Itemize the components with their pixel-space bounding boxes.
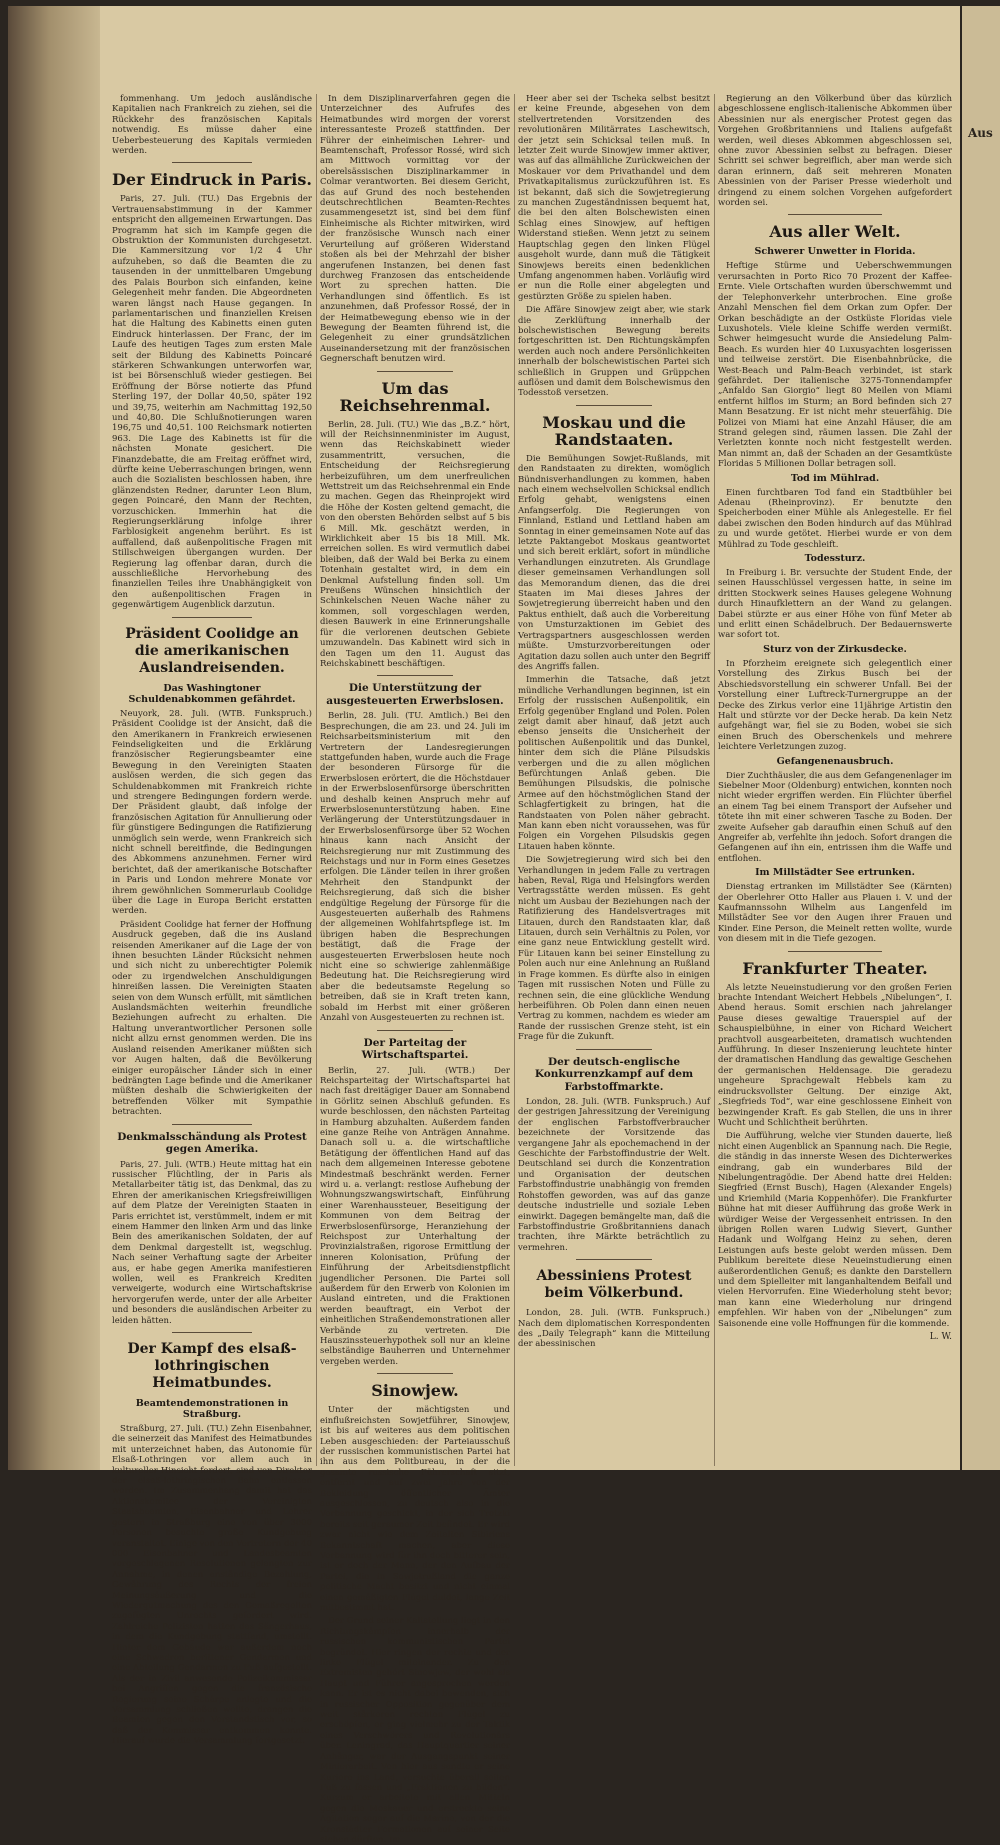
paragraph: Die Aufführung, welche vier Stunden dauerte, ließ nicht einen Augenblick an Spannung nach. Die Regie, die ständig in das innerste Wesen des Dichterwerkes eindrang, gab ein wunderbares Bild der Nibelungentragödie. Der Abend hatte drei Helden: Siegfried (Ernst Busch), Hagen (Alexander Engels) und Kriemhild (Maria Koppenhöfer). Die Frankfurter Bühne hat mit dieser Aufführung das große Werk in würdiger Weise der Vergessenheit entrissen. In den übrigen Rollen waren Ludwig Sievert, Gunther Hadank und Wolfgang Heinz zu sehen, deren Leistungen aufs beste gelobt werden müssen. Dem Publikum bereitete diese Neueinstudierung einen außerordentlichen Genuß; es dankte den Darstellern und dem Spielleiter mit langanhaltendem Beifall und vielen Hervorrufen. Eine Wiederholung steht bevor; man kann eine Wiederholung nur dringend empfehlen. Wir haben von der „Nibelungen“ zum Saisonende eine volle Hoffnungen für die kommende. (718, 1131, 952, 1329)
headline-aus-aller-welt: Aus aller Welt. (769, 222, 901, 242)
paragraph: Paris, 27. Juli. (WTB.) Heute mittag hat ein russischer Flüchtling, der in Paris als Metallarbeiter tätig ist, das Denkmal, das zu Ehren der amerikanischen Kriegsfreiwilligen auf dem Platze der Vereinigten Staaten in Paris errichtet ist, verstümmelt, indem er mit einem Hammer den linken Arm und das linke Bein des amerikanischen Soldaten, der auf dem Denkmal dargestellt ist, wegschlug. Nach seiner Verhaftung sagte der Arbeiter aus, er habe gegen Amerika manifestieren wollen, weil es Frankreich Krediten verweigerte, wodurch eine Wirtschaftskrise hervorgerufen werde, unter der alle Arbeiter und besonders die ausländischen Arbeiter zu leiden hätten. (112, 1159, 312, 1326)
divider (788, 951, 882, 952)
divider (377, 1030, 453, 1031)
divider (377, 675, 453, 676)
author-signature: L. W. (929, 1332, 952, 1343)
paragraph: London, 28. Juli. (WTB. Funkspruch.) Auf der gestrigen Jahressitzung der Vereinigung der englischen Farbstoffverbraucher bezeichnete der Vorsitzende das vergangene Jahr als epochemachend in der Geschichte der Farbstoffindustrie der Welt. Deutschland sei durch die Konzentration und Organisation der deutschen Farbstoffindustrie unabhängig von fremden Rohstoffen geworden, was auf das ganze deutsche industrielle und soziale Leben einwirkt. Dagegen bemängelte man, daß die Farbstoffindustrie Großbritanniens danach trachten, ihre Märkte beträchtlich zu vermehren. (518, 1097, 710, 1253)
column-rule (714, 94, 715, 1466)
subheadline: Beamtendemonstrationen in Straßburg. (135, 1398, 289, 1421)
paragraph: Regierung an den Völkerbund über das kürzlich abgeschlossene englisch-italienische Abkommen über Abessinien nur als energischer Protest gegen das Vorgehen Großbritanniens und Italiens aufgefaßt werden, weil dieses Abkommen abgeschlossen sei, ohne zuvor Abessinien selbst zu befragen. Dieser Schritt sei schwer begreiflich, aber man werde sich daran erinnern, daß seit mehreren Monaten Abessinien von der Pariser Presse wiederholt und dringend zu einem solchen Vorgehen aufgefordert worden sei. (718, 94, 952, 209)
column-4 (718, 94, 952, 1466)
column-2 (320, 94, 510, 1845)
paragraph: Dier Zuchthäusler, die aus dem Gefangenenlager im Siebelner Moor (Oldenburg) entwichen, konnten noch nicht wieder ergriffen werden. Ein Flüchter überfiel an einem Tag bei einem Transport der Aufseher und tötete ihn mit einer schweren Tasche zu Boden. Der zweite Aufseher gab daraufhin einen Schuß auf den Angreifer ab, verfehlte ihn jedoch. Sofort drangen die Gefangenen auf ihn ein, entrissen ihm die Waffe und entflohen. (718, 770, 952, 864)
paragraph: Straßburg, 27. Juli. (TU.) Zehn Eisenbahner, die seinerzeit das Manifest des Heimatbundes mit unterzeichnet haben, das Autonomie für Elsaß-Lothringen vor allem auch in kultureller Hinsicht fordert, sind von Direktor der elsaß-lothringischen Bahn entlassen worden. Im Zusammenhang damit hat das Aktionskomitee der Vereinigten Staatsbeamten, Eisenbahner und Lehrer gestern in Straßburg eine von über 3000 Personen besuchte große Kundgebung veranstaltet. Einige von den Vertretern der 40 000 Eisenbahner und Landesbeamten vorgeschlagenen Resolutionen gelangten zur Annahme, in denen anständige Bezahlung, Gewährung des Rechts der freien Meinungsäußerung und die Wiedergutmachung des den Gemaßregelten zugefügten Unrechts gefordert wird. Zahlreiche Polizisten hatten das Sängerhaus, in dem die Kundgebung stattfand, umstellt. Hinter dem Gebäude war außerdem noch eine Schwadron berittener Gendarmen und eine Abteilung Gendarmen zu Fuß aufgestellt. Als der in Zivil anwesende Polizeikommissar bei Angriffen gegen die französische Regierung seine Schärpe anlegte und die Versammlung schließen wollte, drangen die Beamten gegen den Vorstandstisch vor, so daß der Kommissar entkommen konnte. Hierauf wurde die Versammlung fortgesetzt. (112, 1424, 312, 1747)
subheadline: Das Washingtoner Schuldenabkommen gefährdet. (128, 682, 296, 705)
adjacent-page-edge (962, 6, 1000, 1470)
adjacent-page-fragment: Aus (968, 126, 993, 140)
divider (576, 1259, 653, 1260)
subheadline: Schwerer Unwetter in Florida. (754, 246, 916, 258)
paragraph: Berlin, 27. Juli. (WTB.) Der Reichsparteitag der Wirtschaftspartei hat nach fast dreitägiger Dauer am Sonnabend in Görlitz seinen Abschluß gefunden. Es wurde beschlossen, den nächsten Parteitag in Hamburg abzuhalten. Außerdem fanden eine ganze Reihe von Anträgen Annahme. Danach soll u. a. die wirtschaftliche Betätigung der öffentlichen Hand auf das nach dem allgemeinen Interesse gebotene Mindestmaß beschränkt werden. Ferner wird u. a. verlangt: restlose Aufhebung der Wohnungszwangswirtschaft, Einführung einer Warenhaussteuer, Beseitigung der Kommunen von dem Beitrag der Erwerbslosenfürsorge, Heranziehung der Reichspost zur Unterhaltung der Provinzialstraßen, rigorose Ermittlung der inneren Kolonisation, Prüfung der Einführung der Arbeitsdienstpflicht jugendlicher Personen. Die Partei soll außerdem für den Erwerb von Kolonien im Ausland eintreten, und die Fraktionen werden beauftragt, ein Verbot der einheitlichen Straßendemonstrationen aller Verbände zu vertreten. Die Hauszinssteuerhypothek soll nur an kleine selbständige Bauherren und Unternehmer vergeben werden. (320, 1065, 510, 1367)
headline-theater: Frankfurter Theater. (742, 958, 928, 978)
paragraph: London, 28. Juli. (WTB. Funkspruch.) Nach dem diplomatischen Korrespondenten des „Daily Telegraph“ kann die Mitteilung der abessinischen (518, 1308, 710, 1350)
paragraph: Paris, 27. Juli. (TU.) Das Ergebnis der Vertrauensabstimmung in der Kammer entspricht den allgemeinen Erwartungen. Das Programm hat sich im Kampfe gegen die Obstruktion der Kommunisten durchgesetzt. Die Kammersitzung vor 1/2 4 Uhr aufzuheben, so daß die Beamten die zu tausenden in der unmittelbaren Umgebung des Palais Bourbon sich einfanden, keine Gelegenheit mehr fanden. Die Abgeordneten waren längst nach Hause gegangen. In parlamentarischen und finanziellen Kreisen hat die Haltung des Kabinetts einen guten Eindruck hinterlassen. Der Franc, der im Laufe des heutigen Tages zum ersten Male seit der Bildung des Kabinetts Poincaré stärkeren Schwankungen unterworfen war, ist bei Börsenschluß wieder gestiegen. Bei Eröffnung der Börse notierte das Pfund Sterling 197, der Dollar 40,50, später 192 und 39,75, weiterhin am Nachmittag 192,50 und 40,80. Die Schlußnotierungen waren 196,75 und 40,51. 100 Reichsmark notierten 963. Die Lage des Kabinetts ist für die nächsten Monate gesichert. Die Finanzdebatte, die am Freitag eröffnet wird, dürfte keine Ueberraschungen bringen, wenn auch die Sozialisten beschlossen haben, ihre glänzendsten Redner, darunter Leon Blum, gegen Poincaré, den Mann der Rechten, vorzuschicken. Immerhin hat die Regierungserklärung infolge ihrer Farblosigkeit angenehm berührt. Es ist auffallend, daß außenpolitische Fragen mit Stillschweigen übergangen wurden. Der Regierung lag offenbar daran, durch die ausschließliche Hervorhebung des finanziellen Teiles ihre Unabhängigkeit von den außenpolitischen Fragen in gegenwärtigem Augenblick darzutun. (112, 194, 312, 611)
paragraph: fommenhang. Um jedoch ausländische Kapitalien nach Frankreich zu ziehen, sei die Rückkehr des französischen Kapitals notwendig. Es müsse daher eine Ueberbesteuerung des Kapitals vermieden werden. (112, 94, 312, 157)
subheadline: Im Millstädter See ertrunken. (755, 867, 915, 879)
paragraph: In dem Disziplinarverfahren gegen die Unterzeichner des Aufrufes des Heimatbundes wird morgen der vorerst interessanteste Prozeß stattfinden. Der Führer der einheimischen Lehrer- und Beamtenschaft, Professor Rossé, wird sich am Mittwoch vormittag vor der oberelsässischen Disziplinarkammer in Colmar verantworten. Bei diesem Gericht, das auf Grund des noch bestehenden deutschrechtlichen Beamten-Rechtes zusammengesetzt ist, sind bei dem fünf Einheimische als Richter mitwirken, wird der französische Wunsch nach einer Verurteilung auf größeren Widerstand stoßen als bei der Mehrzahl der bisher angerufenen Instanzen, bei denen fast durchweg Franzosen das entscheidende Wort zu sprechen hatten. Die Verhandlungen sind öffentlich. Es ist anzunehmen, daß Professor Rossé, der in der Heimatbewegung ebenso wie in der Bewegung der Beamten führend ist, die Gelegenheit zu einer grundsätzlichen Auseinandersetzung mit der französischen Gegnerschaft benutzen wird. (320, 94, 510, 365)
subheadline: Gefangenenausbruch. (776, 755, 894, 767)
paragraph: Die Affäre Sinowjew zeigt aber, wie stark die Zerklüftung innerhalb der bolschewistischen Bewegung bereits fortgeschritten ist. Den Richtungskämpfen werden auch noch andere Persönlichkeiten innerhalb der bolschewistischen Partei sich schließlich in Gruppen und Grüppchen auflösen und damit dem Bolschewismus den Todesstoß versetzen. (518, 305, 710, 399)
paragraph: Präsident Coolidge hat ferner der Hoffnung Ausdruck gegeben, daß die ins Ausland reisenden Amerikaner auf die Lage der von ihnen besuchten Länder Rücksicht nehmen und sich nicht zu unberechtigter Polemik oder zu irgendwelchen Anschuldigungen hinreißen lassen. Die Vereinigten Staaten seien von dem Wunsch erfüllt, mit sämtlichen Auslandsmächten weiterhin freundliche Beziehungen aufrecht zu erhalten. Die Haltung unverantwortlicher Personen solle nicht allzu ernst genommen werden. Die ins Ausland reisenden Amerikaner müßten sich vor Augen halten, daß die Bevölkerung einiger europäischer Länder sich in einer bedrängten Lage befinde und die Amerikaner müßten deshalb die Schwierigkeiten der betreffenden Völker mit Sympathie betrachten. (112, 919, 312, 1118)
paragraph: Als letzte Neueinstudierung vor den großen Ferien brachte Intendant Weichert Hebbels „Nibelungen“, I. Abend heraus. Somit erschien nach jahrelanger Pause dieses gewaltige Trauerspiel auf der Schauspielbühne, in einer von Richard Weichert prachtvoll ausgearbeiteten, dramatisch wuchtenden Aufführung. In dieser Inszenierung leuchtete hinter der dramatischen Handlung das gewaltige Geschehen der germanischen Heldensage. Die geradezu ungeheure Sprachgewalt Hebbels kam zu eindrucksvollster Geltung. Der einzige Akt, „Siegfrieds Tod“, war eine geschlossene Einheit von bezwingender Kraft. Es gab Stellen, die uns in ihrer Wucht und Schlichtheit berührten. (718, 982, 952, 1128)
paragraph: Der Grund seiner Kaltstellung liegt in den Richtungskämpfen innerhalb der russischen kommunistischen Partei begründet. Hier ringen der rechte und der linke Flügel miteinander. Zu den Extremisten gehört Sinowjew, der wohl als Haupt und Führer angesprochen werden kann. Er ist es nicht dabei bewenden, sich in russischer Opposition gegenüber dem weit stärkeren rechten Flügel zu erschöpfen, er ging vielmehr zu der Taktik eines Verschwörers und Revolutionärs über. Leningrad, das Hauptquartier seiner Anhänger, war der Ausgangspunkt seiner Minierarbeit. Von hier aus sandte er seine Kuriere ins Land, versuchte überall seiten Fuß zu fassen und „Fraktionen zu bilden“. Kurzum er arbeitete mit allen Mitteln gegen die Moskauer und erstreckte seine Agitation sogar auf die Marine, von der die Kronstädter Formationen auf seiner Seite stehen dürften. Im (320, 1616, 510, 1845)
headline-farbstoff: Der deutsch-englische Konkurrenzkampf auf dem Farbstoffmarkte. (534, 1055, 694, 1093)
newspaper-page (8, 6, 960, 1845)
paragraph: Berlin, 28. Juli. (TU. Amtlich.) Bei den Besprechungen, die am 23. und 24. Juli im Reichsarbeitsministerium mit den Vertretern der Landesregierungen stattgefunden haben, wurde auch die Frage der besonderen Fürsorge für die Erwerbslosen erörtert, die die Höchstdauer in der Erwerbslosenfürsorge überschritten und deshalb keinen Anspruch mehr auf Erwerbslosenunterstützung haben. Eine Verlängerung der Unterstützungsdauer in der Erwerbslosenfürsorge über 52 Wochen hinaus kann nach Ansicht der Reichsregierung nur mit Zustimmung des Reichstags und nur in Form eines Gesetzes erfolgen. Die Länder teilen in ihrer großen Mehrheit den Standpunkt der Reichsregierung, daß sich die bisher endgültige Regelung der Fürsorge für die Ausgesteuerten außerhalb des Rahmens der allgemeinen Wohlfahrtspflege ist. Im übrigen haben die Besprechungen bestätigt, daß die Frage der ausgesteuerten Erwerbslosen heute noch nicht eine so schwierige zahlenmäßige Bedeutung hat. Die Reichsregierung wird aber die bedeutsamste Regelung so betreiben, daß sie in Kraft treten kann, sobald im Herbst mit einer größeren Anzahl von Ausgesteuerten zu rechnen ist. (320, 711, 510, 1024)
headline-denkmal: Denkmalsschändung als Protest gegen Amerika. (117, 1130, 307, 1156)
subheadline: Tod im Mühlrad. (790, 472, 880, 484)
divider (377, 371, 453, 372)
book-binding (8, 6, 100, 1470)
divider (377, 1373, 453, 1374)
paragraph: Dienstag ertranken im Millstädter See (Kärnten) der Oberlehrer Otto Haller aus Plauen i. V. und der Kaufmannssohn Wilhelm aus Langenfeld im Millstädter See vor den Augen ihrer Frauen und Kinder. Eine Person, die Meinelt retten wollte, wurde von diesem mit in die Tiefe gezogen. (718, 882, 952, 945)
headline-wirtschaftspartei: Der Parteitag der Wirtschaftspartei. (361, 1036, 469, 1061)
paragraph: Heer aber sei der Tscheka selbst besitzt er keine Freunde, abgesehen von dem stellvertretenden Vorsitzenden des revolutionären Militärrates Laschewitsch, der jetzt sein Schicksal teilen muß. In letzter Zeit wurde Sinowjew immer aktiver, was auf das allmähliche Zurückweichen der Moskauer vor dem Privathandel und dem Privatkapitalismus zurückzuführen ist. Es ist bekannt, daß sich die Sowjetregierung zu manchen Zugeständnissen bequemt hat, die bei den alten Bolschewisten einen Schlag eines Sinowjew, auf heftigen Widerstand stießen. Wenn jetzt zu seinem Hauptschlag gegen den linken Flügel ausgeholt wurde, dann muß die Tätigkeit Sinowjews bereits einen bedenklichen Umfang angenommen haben. Vorläufig wird er nun die Rolle einer abgelegten und gestürzten Größe zu spielen haben. (518, 94, 710, 302)
divider (576, 1049, 653, 1050)
column-3 (518, 94, 710, 1466)
paragraph: Einen furchtbaren Tod fand ein Stadtbühler bei Adenau (Rheinprovinz). Er benutzte den Speicherboden einer Mühle als Anlegestelle. Er fiel dabei zwischen den Boden hindurch auf das Mühlrad zu und wurde getötet. Hierbei wurde er von dem Mühlrad zu Tode geschleift. (718, 487, 952, 550)
headline-paris: Der Eindruck in Paris. (112, 170, 312, 190)
paragraph: Immerhin die Tatsache, daß jetzt mündliche Verhandlungen beginnen, ist ein Erfolg der russischen Außenpolitik, ein Erfolg gegenüber England und Polen. Polen zeigt damit aber hinauf, daß jetzt auch ebenso jenseits die Unsicherheit der politischen Außenpolitik und das Dunkel, hinter dem sich die Pläne Pilsudskis verbergen und die zu allen möglichen Befürchtungen Anlaß geben. Die Bemühungen Pilsudskis, die polnische Armee auf den höchstmöglichen Stand der Schlagfertigkeit zu bringen, hat die Randstaaten von Polen näher gebracht. Man kann eben nicht voraussehen, was für Folgen ein Vorgehen Pilsudskis gegen Litauen haben könnte. (518, 675, 710, 852)
headline-coolidge: Präsident Coolidge an die amerikanischen Auslandreisenden. (125, 625, 299, 676)
headline-randstaaten: Moskau und die Randstaaten. (542, 412, 686, 449)
headline-sinowjew: Sinowjew. (371, 1381, 459, 1401)
paragraph: Berlin, 28. Juli. (TU.) Wie das „B.Z.“ hört, will der Reichsinnenminister im August, wenn das Reichskabinett wieder zusammentritt, versuchen, die Entscheidung der Reichsregierung herbeizuführen, um dem unerfreulichen Wettstreit um das Reichsehrenmal ein Ende zu machen. Gegen das Rheinprojekt wird die Höhe der Kosten geltend gemacht, die von den obersten Behörden selbst auf 5 bis 6 Mill. Mk. geschätzt werden, in Wirklichkeit aber 15 bis 18 Mill. Mk. erreichen sollen. Es wird vermutlich dabei bleiben, daß der Wald bei Berka zu einem Totenhain gestaltet wird, in dem ein Denkmal Aufstellung finden soll. Um Preußens Wünschen hinsichtlich der Schinkelschen Neuen Wache näher zu kommen, soll vorgeschlagen werden, diesen Bauwerk in eine Erinnerungshalle für die verlorenen deutschen Gebiete umzuwandeln. Das Kabinett wird sich in den Tagen um den 11. August das Reichskabinett beschäftigen. (320, 419, 510, 669)
column-rule (514, 94, 515, 1466)
paragraph: Neuyork, 28. Juli. (WTB. Funkspruch.) Präsident Coolidge ist der Ansicht, daß die den Amerikanern in Frankreich erwiesenen Feindseligkeiten und die Erklärung französischer Regierungsbeamter eine Bewegung in den Vereinigten Staaten auslösen werden, die sich gegen das Schuldenabkommen mit Frankreich richte und strengere Bedingungen fordern werde. Der Präsident glaubt, daß infolge der französischen Agitation für Annullierung oder für günstigere Bedingungen die Ratifizierung unmöglich sein werde, wenn Frankreich sich nicht schnell bereitfinde, die Bedingungen des Abkommens anzunehmen. Ferner wird berichtet, daß der amerikanische Botschafter in Paris und London mehrere Monate vor ihrem gewöhnlichen Sommerurlaub Coolidge über die Lage in Europa Bericht erstatten werden. (112, 708, 312, 917)
column-rule (316, 94, 317, 1466)
paragraph: Die Sowjetregierung wird sich bei den Verhandlungen in jedem Falle zu vertragen haben, Reval, Riga und Helsingfors werden Vertragsstätte werden müssen. Es geht nicht um Ausbau der Beziehungen nach der Ratifizierung des Handelsvertrages mit Litauen, durch den Randstaaten klar, daß Litauen, durch sein Verhältnis zu Polen, vor eine ganz neue Entwicklung gestellt wird. Für Litauen kann bei seiner Einstellung zu Polen auch nur eine Anlehnung an Rußland in Frage kommen. Es dürfte also in einigen Tagen mit russischen Noten und Fülle zu rechnen sein, die eine glückliche Wendung herbeiführen. Ob Polen dann einen neuen Vertrag zu kommen, nachdem es wieder am Rande der russischen Grenze steht, ist ein Frage für die Zukunft. (518, 855, 710, 1043)
column-1 (112, 94, 312, 1747)
divider (576, 405, 653, 406)
headline-erwerbslose: Die Unterstützung der ausgesteuerten Erwerbslosen. (326, 682, 504, 707)
headline-abessinien: Abessiniens Protest beim Völkerbund. (536, 1268, 692, 1302)
divider (172, 1332, 252, 1333)
divider (172, 617, 252, 618)
headline-reichsehrenmal: Um das Reichsehrenmal. (339, 378, 491, 415)
paragraph: In Freiburg i. Br. versuchte der Student Ende, der seinen Hausschlüssel vergessen hatte, in seine im dritten Stockwerk seines Hauses gelegene Wohnung durch Hinaufklettern an der Wand zu gelangen. Dabei stürzte er aus einer Höhe von fünf Meter ab und erlitt einen Schädelbruch. Der Bedauernswerte war sofort tot. (718, 568, 952, 641)
headline-heimatbund: Der Kampf des elsaß-lothringischen Heimatbundes. (127, 1341, 297, 1392)
subheadline: Sturz von der Zirkusdecke. (763, 643, 907, 655)
paragraph: Heftige Stürme und Ueberschwemmungen verursachten in Porto Rico 70 Prozent der Kaffee-Ernte. Viele Ortschaften wurden überschwemmt und der Telephonverkehr unterbrochen. Eine große Anzahl Menschen fiel dem Orkan zum Opfer. Der Orkan beschädigte an der Ostküste Floridas viele Luxushotels. Viele kleine Schiffe werden vermißt. Schwer heimgesucht wurde die Ansiedelung Palm-Beach. Es wurden hier 40 Luxusyachten losgerissen und teilweise zerstört. Die Eisenbahnbrücke, die West-Beach und Palm-Beach verbindet, ist stark gefährdet. Der italienische 3275-Tonnendampfer „Anfaldo San Giorgio“ liegt 80 Meilen von Miami entfernt hilflos im Sturm; an Bord befinden sich 27 Mann Besatzung. Er ist nicht mehr steuerfähig. Die Polizei von Miami hat eine Anzahl Häuser, die am Strand gelegen sind, räumen lassen. Die Zahl der Verletzten konnte noch nicht festgestellt werden. Man nimmt an, daß der Schaden an der Gesamtküste Floridas 5 Millionen Dollar betragen soll. (718, 261, 952, 470)
divider (172, 1124, 252, 1125)
divider (788, 214, 882, 215)
paragraph: In Pforzheim ereignete sich gelegentlich einer Vorstellung des Zirkus Busch bei der Abschiedsvorstellung ein schwerer Unfall. Bei der Vorstellung einer Luftreck-Turnergruppe an der Decke des Zirkus verlor eine 11jährige Artistin den Halt und stürzte vor der Decke herab. Da kein Netz aufgehängt war, fiel sie zu Boden, wobei sie sich einen Bruch des Oberschenkels und mehrere leichtere Verletzungen zuzog. (718, 658, 952, 753)
divider (172, 162, 252, 163)
paragraph: Unter der mächtigsten und einflußreichsten Sowjetführer, Sinowjew, ist bis auf weiteres aus dem politischen Leben ausgeschieden: der Parteiausschuß der russischen kommunistischen Partei hat ihn aus dem Politbureau, in der die gesamte russische Führerschaft sitzt, entfernt und auf zwei Jahre von der Bekleidung öffentlicher Ämter ausgeschlossen, zu deutsch also in die Verbannung geschickt, in der sich Trotzki bereits seit geraumer Zeit befindet. Er wird zwar nicht wie dem Zeitalten Sibiriens Bekanntschaft machen, aber diese Verbannung wird für ihn doch bitterer sein, ist er doch der Mann, der den Aufbau der Partei, die in Sowjetrußland die ganze politische Macht besitzt und nicht einmal einen gemäßigten Flügel duldet, lange Zeit mitbestimmt hat. (320, 1405, 510, 1613)
subheadline: Todessturz. (804, 553, 866, 565)
paragraph: Die Bemühungen Sowjet-Rußlands, mit den Randstaaten zu direkten, womöglich Bündnisverhandlungen zu kommen, haben nach einem wechselvollen Schicksal endlich Erfolg gehabt, wenigstens einen Anfangserfolg. Die Regierungen von Finnland, Estland und Lettland haben am Sonntag in einer gemeinsamen Note auf das letzte Paktangebot Moskaus geantwortet und sich bereit erklärt, sofort in mündliche Verhandlungen einzutreten. Als Grundlage dieser gemeinsamen Verhandlungen soll das Memorandum dienen, das die drei Staaten im Mai dieses Jahres der Sowjetregierung überreicht haben und den Paktus enthielt, daß auch die Vorbereitung von Umsturzaktionen im Gebiet des Vertragspartners ausgeschlossen werden müßte. Umsturzvorbereitungen oder Agitation dazu sollen auch unter den Begriff des Angriffs fallen. (518, 453, 710, 672)
